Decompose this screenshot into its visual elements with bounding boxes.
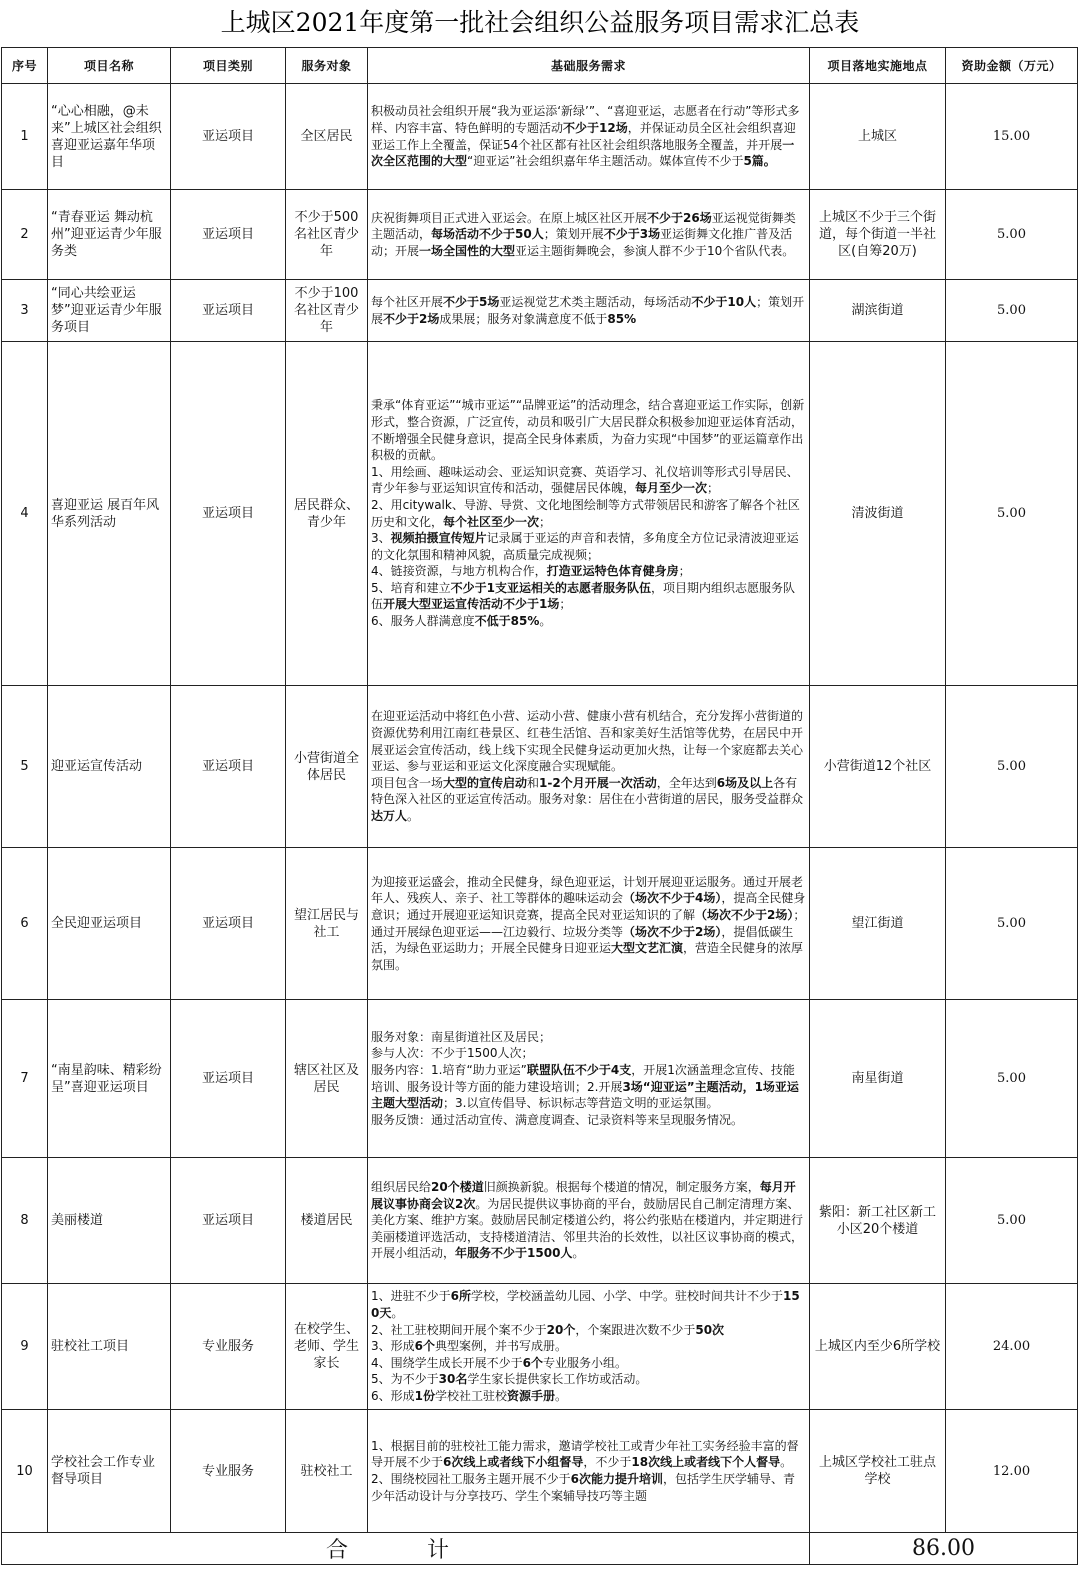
requirement-paragraph [371, 464, 806, 497]
requirement-text: 参与人次：不少于1500人次； [371, 1046, 534, 1061]
row-location: 南星街道 [810, 1000, 946, 1158]
requirement-emphasis: 资源手册 [507, 1388, 556, 1403]
row-requirement [368, 342, 810, 686]
row-category: 亚运项目 [171, 84, 286, 190]
table-row [2, 190, 1078, 280]
row-name: “南星韵味、精彩纷呈”喜迎亚运项目 [48, 1000, 171, 1158]
table-row [2, 1158, 1078, 1284]
header-name: 项目名称 [48, 48, 171, 84]
requirement-paragraph [371, 397, 806, 463]
row-requirement [368, 1158, 810, 1284]
row-category: 亚运项目 [171, 280, 286, 342]
requirement-emphasis: （场次不少于4场） [623, 891, 722, 906]
requirement-emphasis: 一次全区范围的大型 [371, 137, 795, 169]
requirement-text: ，提倡低碳生活，为绿色亚运助力；开展全民健身日迎亚运 [371, 924, 794, 956]
requirement-emphasis: （场次不少于2场） [695, 907, 794, 922]
requirement-emphasis: 不少于5场 [443, 294, 500, 309]
row-amount: 5.00 [946, 1158, 1078, 1284]
requirement-emphasis: 3场“迎亚运”主题活动，1场亚运主题大型活动 [371, 1079, 799, 1111]
row-amount: 15.00 [946, 84, 1078, 190]
row-seq: 4 [2, 342, 48, 686]
requirement-emphasis: 6所 [450, 1289, 471, 1304]
requirement-paragraph [371, 580, 806, 613]
row-name: “同心共绘亚运梦”迎亚运青少年服务项目 [48, 280, 171, 342]
row-requirement [368, 848, 810, 1000]
requirement-text: 亚运视觉街舞类主题活动， [371, 210, 796, 242]
row-seq: 2 [2, 190, 48, 280]
requirement-emphasis: 20个楼道 [431, 1180, 484, 1195]
row-location: 上城区学校社工驻点学校 [810, 1410, 946, 1533]
row-amount: 5.00 [946, 1000, 1078, 1158]
requirement-emphasis: 视频拍摄宣传短片 [390, 531, 487, 546]
requirement-emphasis: 1份 [414, 1388, 435, 1403]
row-requirement [368, 1000, 810, 1158]
row-target: 居民群众、青少年 [286, 342, 368, 686]
requirement-text: 4、链接资源，与地方机构合作， [371, 564, 547, 579]
row-seq: 9 [2, 1284, 48, 1410]
requirement-emphasis: 不少于1支亚运相关的志愿者服务队伍 [450, 580, 651, 595]
requirement-emphasis: 开展大型亚运宣传活动不少于1场 [383, 597, 560, 612]
row-requirement [368, 84, 810, 190]
table-body [2, 84, 1078, 1533]
row-location: 望江街道 [810, 848, 946, 1000]
requirement-text: 5、为不少于 [371, 1372, 439, 1387]
requirement-text: 学校，学校涵盖幼儿园、小学、中学。驻校时间共计不少于 [471, 1289, 784, 1304]
row-requirement [368, 686, 810, 848]
requirement-emphasis: 6次能力提升培训 [570, 1472, 663, 1486]
requirement-text: ，项目期内组织志愿服务队伍 [371, 580, 796, 612]
requirement-emphasis: 20个 [546, 1322, 576, 1337]
row-requirement [368, 190, 810, 280]
requirement-emphasis: 一场全国性的大型 [419, 243, 516, 258]
total-label: 合 计 [2, 1533, 810, 1565]
row-target: 小营街道全体居民 [286, 686, 368, 848]
row-name: 美丽楼道 [48, 1158, 171, 1284]
header-requirement: 基础服务需求 [368, 48, 810, 84]
requirement-text: 在迎亚运活动中将红色小营、运动小营、健康小营有机结合，充分发挥小营街道的资源优势利用江南红巷景区、红巷生活馆、吾和家美好生活馆等优势，在居民中开展亚运会宣传活动，线上线下实现全民健身运动更加火热，让每一个家庭都去关心亚运、参与亚运和亚运文化深度融合实现赋能。 [371, 709, 804, 774]
requirement-emphasis: 不少于3场 [603, 227, 661, 242]
requirement-text: “迎亚运”社会组织嘉年华主题活动。媒体宣传不少于 [467, 154, 744, 169]
requirement-text: 各有特色深入社区的亚运宣传活动。服务对象：居住在小营街道的居民，服务受益群众 [371, 775, 804, 807]
requirement-emphasis: 30名 [438, 1372, 468, 1387]
requirement-emphasis: 联盟队伍不少于4支 [526, 1062, 632, 1077]
requirement-text: 。为居民提供议事协商的平台，鼓励居民自己制定清理方案、美化方案、维护方案。鼓励居民制定楼道公约，将公约张贴在楼道内，并定期进行美丽楼道评选活动，支持楼道清洁、邻里共治的长效性，以社区议事协商的模式，开展小组活动， [371, 1196, 804, 1261]
requirement-text: 2、围绕校园社工服务主题开展不少于 [371, 1472, 571, 1486]
row-requirement [368, 1284, 810, 1410]
requirement-text: 为迎接亚运盛会，推动全民健身，绿色迎亚运，计划开展迎亚运服务。通过开展老年人、残疾人、亲子、社工等群体的趣味运动会 [371, 874, 804, 906]
requirement-text: 积极动员社会组织开展“我为亚运添‘新绿’”、“喜迎亚运，志愿者在行动”等形式多样、内容丰富、特色鲜明的专题活动 [371, 104, 800, 135]
row-amount: 24.00 [946, 1284, 1078, 1410]
requirement-paragraph [371, 1029, 806, 1046]
project-table [1, 47, 1078, 1565]
requirement-text: 4、围绕学生成长开展不少于 [371, 1355, 523, 1370]
requirement-emphasis: 每月开展议事协商会议2次 [371, 1180, 796, 1211]
row-target: 在校学生、老师、学生家长 [286, 1284, 368, 1410]
requirement-paragraph [371, 613, 806, 630]
requirement-emphasis: 6次线上或者线下小组督导 [443, 1455, 584, 1470]
row-category: 专业服务 [171, 1284, 286, 1410]
row-name: “心心相融，@未来”上城区社会组织喜迎亚运嘉年华项目 [48, 84, 171, 190]
requirement-text: 2、社工驻校期间开展个案不少于 [371, 1322, 547, 1337]
requirement-text: 和 [527, 775, 540, 790]
requirement-paragraph [371, 1062, 806, 1112]
row-requirement [368, 1410, 810, 1533]
row-amount: 5.00 [946, 280, 1078, 342]
row-target: 楼道居民 [286, 1158, 368, 1284]
row-target: 全区居民 [286, 84, 368, 190]
header-seq: 序号 [2, 48, 48, 84]
row-seq: 5 [2, 686, 48, 848]
row-location: 上城区 [810, 84, 946, 190]
requirement-paragraph [371, 294, 806, 327]
requirement-text: 。 [780, 1455, 793, 1470]
row-name: 喜迎亚运 展百年风华系列活动 [48, 342, 171, 686]
requirement-emphasis: 6场及以上 [716, 775, 774, 790]
requirement-text: 服务对象：南星街道社区及居民； [371, 1029, 552, 1044]
requirement-text: 亚运主题街舞晚会，参演人群不少于10个省队代表。 [515, 243, 795, 258]
row-amount: 5.00 [946, 190, 1078, 280]
requirement-text: 学生家长提供家长工作坊或活动。 [467, 1372, 648, 1387]
requirement-paragraph [371, 1355, 806, 1372]
requirement-paragraph [371, 530, 806, 563]
requirement-text: 3、 [371, 531, 391, 546]
row-target: 不少于500名社区青少年 [286, 190, 368, 280]
requirement-emphasis: 18次线上或者线下个人督导 [631, 1455, 781, 1470]
requirement-text: ，提高全民健身意识；通过开展迎亚运知识竞赛，提高全民对亚运知识的了解 [371, 891, 806, 922]
requirement-text: 。 [391, 1306, 404, 1321]
requirement-text: ； [707, 481, 720, 496]
header-target: 服务对象 [286, 48, 368, 84]
requirement-text: 亚运视觉艺术类主题活动，每场活动 [499, 294, 692, 309]
requirement-paragraph [371, 708, 806, 774]
requirement-text: 亚运街舞文化推广普及活动；开展 [371, 227, 793, 258]
table-row [2, 848, 1078, 1000]
requirement-text: 5、培育和建立 [371, 580, 451, 595]
requirement-emphasis: 50次 [695, 1322, 725, 1337]
requirement-text: ，包括学生厌学辅导、青少年活动设计与分享技巧、学生个案辅导技巧等主题 [371, 1472, 796, 1503]
requirement-text: 专业服务小组。 [543, 1355, 628, 1370]
requirement-paragraph [371, 874, 806, 974]
requirement-text: 记录属于亚运的声音和表情，多角度全方位记录清波迎亚运的文化氛围和精神风貌，高质量完成视频； [371, 531, 799, 562]
requirement-text: ； [559, 597, 572, 612]
row-category: 亚运项目 [171, 190, 286, 280]
requirement-paragraph [371, 1322, 806, 1339]
header-amount: 资助金额（万元） [946, 48, 1078, 84]
row-category: 亚运项目 [171, 686, 286, 848]
requirement-text: 6、服务人群满意度 [371, 614, 475, 629]
requirement-paragraph [371, 103, 806, 169]
requirement-paragraph [371, 1045, 806, 1062]
row-seq: 3 [2, 280, 48, 342]
requirement-emphasis: 打造亚运特色体育健身房 [546, 564, 679, 579]
requirement-paragraph [371, 497, 806, 530]
requirement-text: 秉承“体育亚运”“城市亚运”“品牌亚运”的活动理念，结合喜迎亚运工作实际，创新形式，整合资源，广泛宣传，动员和吸引广大居民群众积极参加迎亚运体育活动，不断增强全民健身意识，提高全民身体素质，为奋力实现“中国梦”的亚运篇章作出积极的贡献。 [371, 398, 805, 463]
row-seq: 1 [2, 84, 48, 190]
table-row [2, 84, 1078, 190]
requirement-emphasis: 不少于2场 [383, 311, 440, 326]
row-amount: 5.00 [946, 686, 1078, 848]
requirement-paragraph [371, 210, 806, 260]
requirement-text: 。 [407, 808, 420, 823]
requirement-text: 学校社工驻校 [435, 1388, 508, 1403]
page-title: 上城区2021年度第一批社会组织公益服务项目需求汇总表 [220, 8, 860, 37]
requirement-emphasis: 年服务不少于1500人 [455, 1246, 573, 1261]
table-row [2, 1000, 1078, 1158]
row-name: 学校社会工作专业督导项目 [48, 1410, 171, 1533]
row-seq: 7 [2, 1000, 48, 1158]
requirement-text: ； [539, 514, 552, 529]
requirement-text: 1、用绘画、趣味运动会、亚运知识竞赛、英语学习、礼仪培训等形式引导居民、青少年参与亚运知识宣传和活动，强健居民体魄， [371, 464, 799, 496]
row-name: “青春亚运 舞动杭州”迎亚运青少年服务类 [48, 190, 171, 280]
requirement-text: 服务内容：1.培育“助力亚运” [371, 1062, 527, 1077]
requirement-emphasis: 大型文艺汇演 [611, 941, 684, 956]
requirement-text: 项目包含一场 [371, 775, 444, 790]
row-location: 上城区不少于三个街道，每个街道一半社区(自筹20万) [810, 190, 946, 280]
requirement-text: ；策划开展 [543, 227, 604, 242]
row-category: 亚运项目 [171, 342, 286, 686]
row-amount: 5.00 [946, 342, 1078, 686]
requirement-text: ；通过开展绿色迎亚运——江边毅行、垃圾分类等 [371, 907, 806, 939]
row-location: 紫阳：新工社区新工小区20个楼道 [810, 1158, 946, 1284]
requirement-text: 组织居民给 [371, 1180, 432, 1195]
requirement-text: 成果展；服务对象满意度不低于 [439, 311, 608, 326]
requirement-text: 每个社区开展 [371, 294, 444, 309]
requirement-emphasis: 大型的宣传启动 [443, 775, 528, 790]
requirement-text: 。 [572, 1246, 585, 1261]
requirement-paragraph [371, 1338, 806, 1355]
requirement-text: 。 [555, 1388, 568, 1403]
requirement-text: 1、进驻不少于 [371, 1289, 451, 1304]
requirement-paragraph [371, 1288, 806, 1321]
requirement-paragraph [371, 1179, 806, 1262]
total-amount: 86.00 [810, 1533, 1078, 1565]
row-category: 亚运项目 [171, 848, 286, 1000]
row-location: 小营街道12个社区 [810, 686, 946, 848]
row-seq: 10 [2, 1410, 48, 1533]
row-category: 专业服务 [171, 1410, 286, 1533]
requirement-emphasis: 每场活动不少于50人 [431, 227, 544, 242]
row-name: 全民迎亚运项目 [48, 848, 171, 1000]
requirement-text: 1、根据目前的驻校社工能力需求，邀请学校社工或青少年社工实务经验丰富的督导开展不少于 [371, 1438, 799, 1470]
header-location: 项目落地实施地点 [810, 48, 946, 84]
requirement-text: ；3.以宣传倡导、标识标志等营造文明的亚运氛围。 [443, 1096, 719, 1111]
requirement-emphasis: 1-2个月开展一次活动 [539, 775, 657, 790]
requirement-emphasis: 每月至少一次 [635, 481, 708, 496]
requirement-text: 6、形成 [371, 1388, 415, 1403]
requirement-emphasis: 不低于85% [474, 614, 540, 629]
table-row [2, 1284, 1078, 1410]
requirement-paragraph [371, 775, 806, 825]
row-target: 驻校社工 [286, 1410, 368, 1533]
row-category: 亚运项目 [171, 1000, 286, 1158]
row-target: 望江居民与社工 [286, 848, 368, 1000]
requirement-emphasis: 不少于12场 [563, 120, 628, 135]
requirement-paragraph [371, 1438, 806, 1471]
requirement-text: 旧颜换新貌。根据每个楼道的情况，制定服务方案， [483, 1180, 760, 1195]
table-row [2, 686, 1078, 848]
row-seq: 6 [2, 848, 48, 1000]
row-target: 不少于100名社区青少年 [286, 280, 368, 342]
requirement-paragraph [371, 1388, 806, 1405]
row-location: 清波街道 [810, 342, 946, 686]
table-header-row [2, 48, 1078, 84]
requirement-text: ，全年达到 [656, 775, 717, 790]
row-amount: 5.00 [946, 848, 1078, 1000]
row-category: 亚运项目 [171, 1158, 286, 1284]
requirement-text: 服务反馈：通过活动宣传、满意度调查、记录资料等来呈现服务情况。 [371, 1112, 744, 1127]
requirement-emphasis: 不少于10人 [691, 294, 757, 309]
requirement-paragraph [371, 1471, 806, 1504]
requirement-emphasis: 不少于26场 [647, 210, 712, 225]
row-amount: 12.00 [946, 1410, 1078, 1533]
requirement-emphasis: （场次不少于2场） [623, 924, 722, 939]
requirement-emphasis: 达万人 [371, 808, 408, 823]
requirement-text: ，并保证动员全区社会组织喜迎亚运工作上全覆盖，保证54个社区都有社区社会组织落地服务全覆盖，并开展 [371, 120, 796, 152]
row-requirement [368, 280, 810, 342]
table-row [2, 280, 1078, 342]
requirement-paragraph [371, 563, 806, 580]
requirement-emphasis: 6个 [414, 1339, 435, 1354]
requirement-paragraph [371, 1112, 806, 1129]
requirement-text: ；策划开展 [371, 294, 805, 326]
requirement-text: 。 [539, 614, 552, 629]
requirement-emphasis: 每个社区至少一次 [443, 514, 540, 529]
row-location: 湖滨街道 [810, 280, 946, 342]
requirement-text: 庆祝街舞项目正式进入亚运会。在原上城区社区开展 [371, 210, 648, 225]
table-row [2, 342, 1078, 686]
requirement-emphasis: 5篇。 [743, 154, 776, 169]
requirement-text: ，不少于 [583, 1455, 632, 1470]
requirement-emphasis: 85% [607, 311, 637, 326]
requirement-text: ，个案跟进次数不少于 [575, 1322, 696, 1337]
row-location: 上城区内至少6所学校 [810, 1284, 946, 1410]
row-seq: 8 [2, 1158, 48, 1284]
row-name: 驻校社工项目 [48, 1284, 171, 1410]
requirement-text: ； [678, 564, 691, 579]
requirement-text: ，营造全民健身的浓厚氛围。 [371, 941, 804, 972]
total-row [2, 1533, 1078, 1565]
requirement-text: ，开展1次涵盖理念宣传、技能培训、服务设计等方面的能力建设培训；2.开展 [371, 1062, 795, 1094]
header-category: 项目类别 [171, 48, 286, 84]
requirement-text: 2、用citywalk、导游、导赏、文化地图绘制等方式带领居民和游客了解各个社区历史和文化， [371, 497, 800, 529]
requirement-text: 典型案例，并书写成册。 [435, 1339, 568, 1354]
requirement-text: 3、形成 [371, 1339, 415, 1354]
requirement-emphasis: 6个 [522, 1355, 543, 1370]
row-name: 迎亚运宣传活动 [48, 686, 171, 848]
requirement-emphasis: 150天 [371, 1289, 800, 1321]
row-target: 辖区社区及居民 [286, 1000, 368, 1158]
table-row [2, 1410, 1078, 1533]
requirement-paragraph [371, 1371, 806, 1388]
